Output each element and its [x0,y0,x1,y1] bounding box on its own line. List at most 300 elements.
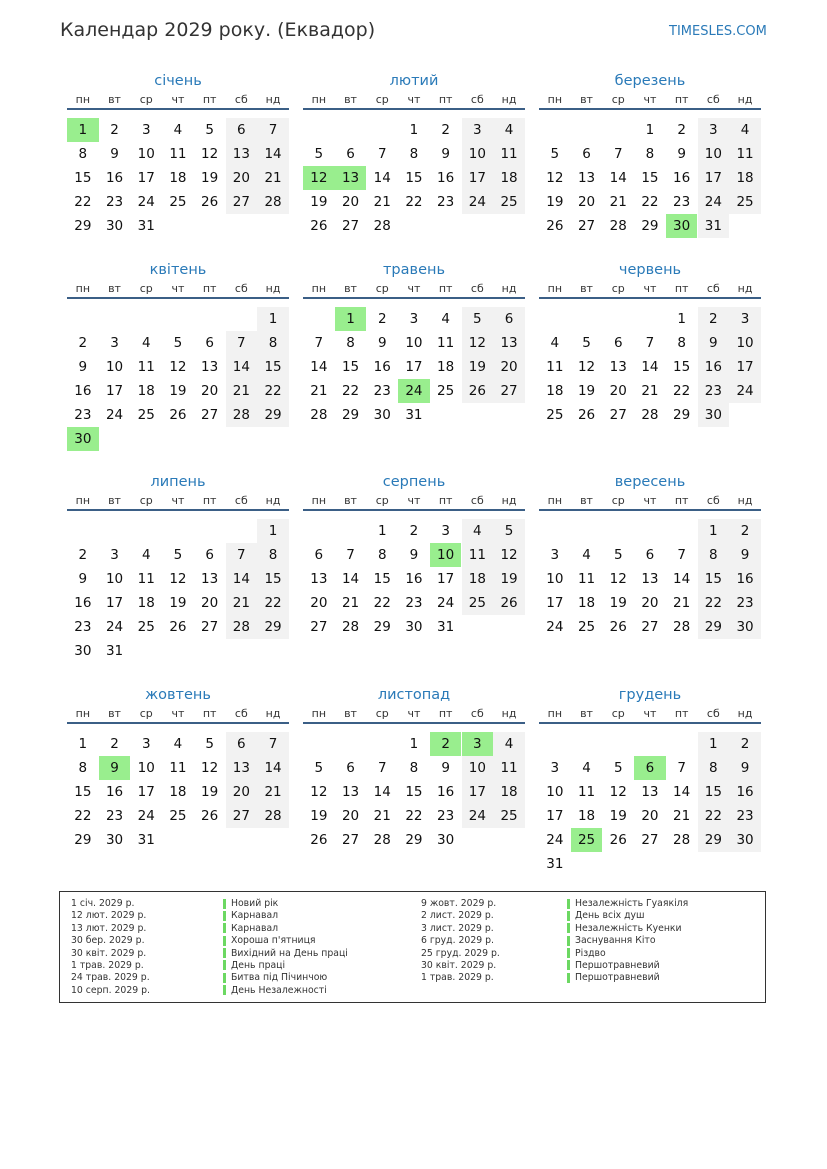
day-cell: 23 [673,194,691,210]
day-cell: 4 [493,732,525,756]
legend-holiday-name: Битва під Пічинчою [231,972,328,984]
day-cell: 28 [673,832,691,848]
day-cell: 5 [314,146,324,162]
weekday-header: вт [580,494,593,507]
site-link[interactable]: TIMESLES.COM [669,24,767,39]
day-cell: 27 [310,619,328,635]
legend-date: 30 квіт. 2029 р. [421,959,497,971]
holiday-marker [567,923,570,933]
weekday-header: ср [375,93,389,106]
day-cell: 3 [110,547,119,563]
day-cell: 6 [582,146,591,162]
day-cell: 26 [546,218,564,234]
weekday-header: ср [611,707,625,720]
day-cell: 9 [729,756,761,780]
day-cell: 31 [546,856,564,872]
weekday-header: сб [234,282,248,295]
day-cell: 10 [546,571,564,587]
day-cell: 4 [173,736,183,752]
day-cell: 19 [609,808,627,824]
day-cell: 15 [698,567,730,591]
legend-holiday-name: Вихідний на День праці [231,947,348,959]
day-cell: 11 [437,335,455,351]
day-cell: 25 [169,194,187,210]
day-cell: 21 [673,808,691,824]
day-cell: 19 [310,808,328,824]
holiday-day-cell: 24 [398,379,430,403]
legend-holiday [567,910,688,922]
day-cell: 17 [105,383,124,399]
day-cell: 5 [173,547,183,563]
day-cell: 12 [609,784,627,800]
day-cell: 24 [546,832,564,848]
day-cell: 11 [169,146,187,162]
month-name: червень [618,262,682,278]
weekday-header: нд [265,494,281,507]
day-cell: 24 [729,379,761,403]
day-cell: 19 [577,383,596,399]
holiday-day-cell: 9 [99,756,131,780]
day-cell: 12 [310,784,328,800]
holiday-marker [223,960,226,970]
day-cell: 24 [698,190,730,214]
weekday-header: ср [139,494,153,507]
day-cell: 18 [137,383,155,399]
weekday-header: сб [234,494,248,507]
day-cell: 31 [405,407,423,423]
weekday-header: вт [580,707,593,720]
day-cell: 26 [310,218,328,234]
day-cell: 25 [493,190,525,214]
day-cell: 18 [729,166,761,190]
day-cell: 19 [201,784,219,800]
legend-date: 25 груд. 2029 р. [421,947,500,959]
month-name: вересень [614,474,686,490]
legend-holiday [223,960,348,972]
day-cell: 22 [74,194,92,210]
weekday-header: сб [470,707,484,720]
day-cell: 3 [409,311,419,327]
legend-date: 3 лист. 2029 р. [421,922,494,934]
day-cell: 12 [201,146,219,162]
weekday-header: вт [108,93,121,106]
day-cell: 23 [437,808,455,824]
day-cell: 21 [226,591,258,615]
weekday-header: вт [344,282,357,295]
day-cell: 5 [205,122,214,138]
day-cell: 5 [613,760,623,776]
weekday-header: нд [265,282,281,295]
day-cell: 18 [169,784,187,800]
legend-holiday [223,972,348,984]
weekday-header: пт [438,282,453,295]
holiday-marker [567,973,570,983]
day-cell: 6 [314,547,324,563]
day-cell: 7 [314,335,324,351]
day-cell: 21 [341,595,360,611]
weekday-header: чт [643,707,657,720]
holiday-marker [223,911,226,921]
day-cell: 29 [257,615,289,639]
legend-holiday [567,923,688,935]
day-cell: 12 [201,760,219,776]
day-cell: 3 [110,335,119,351]
day-cell: 31 [137,832,155,848]
day-cell: 16 [698,355,730,379]
day-cell: 22 [341,383,360,399]
weekday-header: вт [344,494,357,507]
day-cell: 11 [577,571,596,587]
day-cell: 15 [257,567,289,591]
day-cell: 5 [314,760,324,776]
day-cell: 10 [698,142,730,166]
day-cell: 27 [341,218,360,234]
weekday-header: ср [139,282,153,295]
day-cell: 7 [677,760,686,776]
legend-date: 24 трав. 2029 р. [71,972,150,984]
day-cell: 10 [546,784,564,800]
day-cell: 13 [609,359,627,375]
weekday-header: сб [234,707,248,720]
day-cell: 16 [673,170,691,186]
day-cell: 2 [441,122,450,138]
day-cell: 24 [462,190,494,214]
weekday-header: ср [611,494,625,507]
month-divider [303,297,525,299]
legend-holiday-name: Хороша п'ятниця [231,935,316,947]
day-cell: 20 [493,355,525,379]
weekday-header: сб [470,282,484,295]
month-name: серпень [382,474,446,490]
weekday-header: нд [737,707,753,720]
day-cell: 12 [493,543,525,567]
day-cell: 18 [462,567,494,591]
legend-holiday [567,948,688,960]
day-cell: 26 [609,832,627,848]
day-cell: 16 [105,784,124,800]
day-cell: 23 [729,804,761,828]
legend-holiday [223,910,348,922]
day-cell: 15 [641,170,659,186]
day-cell: 24 [105,407,124,423]
weekday-header: нд [501,707,517,720]
weekday-header: пн [75,494,91,507]
weekday-header: пт [438,93,453,106]
day-cell: 9 [110,146,119,162]
day-cell: 18 [493,780,525,804]
day-cell: 19 [169,595,187,611]
legend-date: 9 жовт. 2029 р. [421,898,497,909]
day-cell: 6 [493,307,525,331]
day-cell: 31 [698,214,730,238]
legend-holiday [567,935,688,947]
day-cell: 16 [437,170,455,186]
day-cell: 25 [729,190,761,214]
day-cell: 23 [373,383,391,399]
weekday-header: пт [202,282,217,295]
day-cell: 14 [341,571,360,587]
weekday-header: ср [611,93,625,106]
day-cell: 15 [405,784,423,800]
day-cell: 12 [169,571,187,587]
day-cell: 3 [698,118,730,142]
day-cell: 28 [373,218,391,234]
holiday-day-cell: 10 [430,543,462,567]
holiday-day-cell: 13 [335,166,367,190]
day-cell: 8 [377,547,387,563]
day-cell: 1 [377,523,387,539]
day-cell: 8 [698,543,730,567]
month-name: листопад [377,687,451,703]
day-cell: 20 [577,194,596,210]
day-cell: 16 [729,780,761,804]
weekday-header: сб [470,93,484,106]
weekday-header: ср [375,707,389,720]
legend-holiday-name: Заснування Кіто [575,935,656,947]
day-cell: 9 [377,335,387,351]
day-cell: 25 [437,383,455,399]
day-cell: 13 [641,784,659,800]
day-cell: 9 [441,760,450,776]
day-cell: 27 [609,407,627,423]
weekday-header: сб [706,494,720,507]
legend-holiday [223,935,348,947]
day-cell: 15 [373,571,391,587]
holiday-day-cell: 12 [303,166,335,190]
day-cell: 21 [257,166,289,190]
day-cell: 2 [110,122,119,138]
day-cell: 7 [226,543,258,567]
day-cell: 5 [613,547,623,563]
day-cell: 13 [341,784,360,800]
day-cell: 6 [613,335,623,351]
day-cell: 30 [437,832,455,848]
day-cell: 3 [141,736,151,752]
weekday-header: пн [311,93,327,106]
day-cell: 28 [226,403,258,427]
day-cell: 1 [645,122,655,138]
day-cell: 28 [226,615,258,639]
day-cell: 31 [105,643,124,659]
day-cell: 28 [641,407,659,423]
day-cell: 12 [462,331,494,355]
day-cell: 3 [462,118,494,142]
day-cell: 8 [409,146,419,162]
holiday-marker [223,923,226,933]
day-cell: 30 [405,619,423,635]
day-cell: 9 [409,547,419,563]
weekday-header: пт [674,707,689,720]
day-cell: 22 [405,194,423,210]
weekday-header: сб [706,282,720,295]
holiday-legend [59,891,766,1003]
day-cell: 13 [226,142,258,166]
day-cell: 9 [78,571,88,587]
day-cell: 17 [546,595,564,611]
day-cell: 29 [74,218,92,234]
holiday-day-cell: 2 [430,732,462,756]
day-cell: 8 [409,760,419,776]
day-cell: 14 [641,359,659,375]
day-cell: 15 [341,359,360,375]
day-cell: 28 [257,190,289,214]
holiday-day-cell: 6 [634,756,666,780]
weekday-header: пн [547,707,563,720]
month-divider [67,722,289,724]
day-cell: 19 [493,567,525,591]
day-cell: 22 [698,591,730,615]
day-cell: 3 [729,307,761,331]
day-cell: 20 [226,166,258,190]
day-cell: 7 [377,760,387,776]
day-cell: 6 [226,732,258,756]
day-cell: 12 [609,571,627,587]
day-cell: 20 [641,808,659,824]
weekday-header: чт [171,282,185,295]
day-cell: 27 [641,832,659,848]
day-cell: 15 [74,170,92,186]
day-cell: 15 [74,784,92,800]
day-cell: 18 [577,595,596,611]
legend-dates-col-1 [71,898,150,997]
day-cell: 14 [226,567,258,591]
weekday-header: чт [643,494,657,507]
day-cell: 8 [257,331,289,355]
month-name: січень [154,73,202,89]
day-cell: 30 [729,828,761,852]
month-divider [303,108,525,110]
weekday-header: пн [75,707,91,720]
holiday-marker [223,899,226,909]
legend-date: 2 лист. 2029 р. [421,910,494,922]
day-cell: 26 [201,194,219,210]
day-cell: 25 [493,804,525,828]
day-cell: 7 [257,732,289,756]
day-cell: 28 [257,804,289,828]
legend-holiday-name: Карнавал [231,922,279,934]
day-cell: 24 [137,808,155,824]
weekday-header: нд [737,494,753,507]
day-cell: 27 [493,379,525,403]
weekday-header: пт [438,707,453,720]
weekday-header: чт [407,707,421,720]
holiday-marker [223,985,226,995]
day-cell: 1 [677,311,686,327]
weekday-header: ср [375,282,389,295]
day-cell: 4 [550,335,560,351]
day-cell: 3 [141,122,151,138]
day-cell: 19 [201,170,219,186]
day-cell: 1 [698,732,730,756]
day-cell: 7 [226,331,258,355]
day-cell: 16 [74,595,92,611]
day-cell: 18 [169,170,187,186]
day-cell: 21 [373,808,391,824]
day-cell: 10 [137,760,155,776]
day-cell: 21 [226,379,258,403]
day-cell: 4 [462,519,494,543]
month-divider [67,297,289,299]
day-cell: 18 [437,359,455,375]
day-cell: 30 [105,832,124,848]
day-cell: 29 [373,619,391,635]
day-cell: 1 [698,519,730,543]
day-cell: 16 [373,359,391,375]
day-cell: 2 [409,523,419,539]
day-cell: 2 [677,122,686,138]
day-cell: 18 [137,595,155,611]
month-name: грудень [618,687,682,703]
weekday-header: пн [547,282,563,295]
weekday-header: нд [265,93,281,106]
legend-date: 30 бер. 2029 р. [71,935,145,947]
day-cell: 14 [257,756,289,780]
day-cell: 25 [462,591,494,615]
day-cell: 29 [641,218,659,234]
day-cell: 1 [78,736,88,752]
day-cell: 13 [577,170,596,186]
weekday-header: чт [643,93,657,106]
holiday-day-cell: 30 [67,427,99,451]
day-cell: 23 [105,194,124,210]
day-cell: 8 [346,335,355,351]
day-cell: 4 [141,547,151,563]
day-cell: 29 [341,407,360,423]
day-cell: 28 [373,832,391,848]
day-cell: 16 [405,571,423,587]
day-cell: 25 [546,407,564,423]
legend-holiday [223,898,348,910]
day-cell: 28 [341,619,360,635]
legend-holiday-name: Різдво [575,947,606,959]
day-cell: 22 [373,595,391,611]
day-cell: 7 [677,547,686,563]
month-name: жовтень [145,687,211,703]
day-cell: 17 [105,595,124,611]
day-cell: 30 [105,218,124,234]
day-cell: 9 [677,146,686,162]
day-cell: 18 [546,383,564,399]
day-cell: 4 [582,547,591,563]
day-cell: 27 [226,190,258,214]
day-cell: 4 [141,335,151,351]
day-cell: 30 [729,615,761,639]
holiday-day-cell: 25 [571,828,603,852]
holiday-marker [567,960,570,970]
weekday-header: нд [501,93,517,106]
day-cell: 22 [698,804,730,828]
page-title: Календар 2029 року. (Еквадор) [60,19,376,41]
legend-holiday-name: Карнавал [231,910,279,922]
legend-date: 30 квіт. 2029 р. [71,947,147,959]
day-cell: 25 [137,619,155,635]
month-divider [539,722,761,724]
day-cell: 26 [609,619,627,635]
day-cell: 11 [137,359,155,375]
day-cell: 15 [257,355,289,379]
day-cell: 25 [137,407,155,423]
weekday-header: чт [407,282,421,295]
day-cell: 23 [74,619,92,635]
day-cell: 19 [546,194,564,210]
day-cell: 1 [409,736,419,752]
day-cell: 24 [137,194,155,210]
day-cell: 12 [169,359,187,375]
day-cell: 10 [462,142,494,166]
day-cell: 14 [373,170,391,186]
legend-holiday-name: Першотравневий [575,972,660,984]
day-cell: 4 [493,118,525,142]
